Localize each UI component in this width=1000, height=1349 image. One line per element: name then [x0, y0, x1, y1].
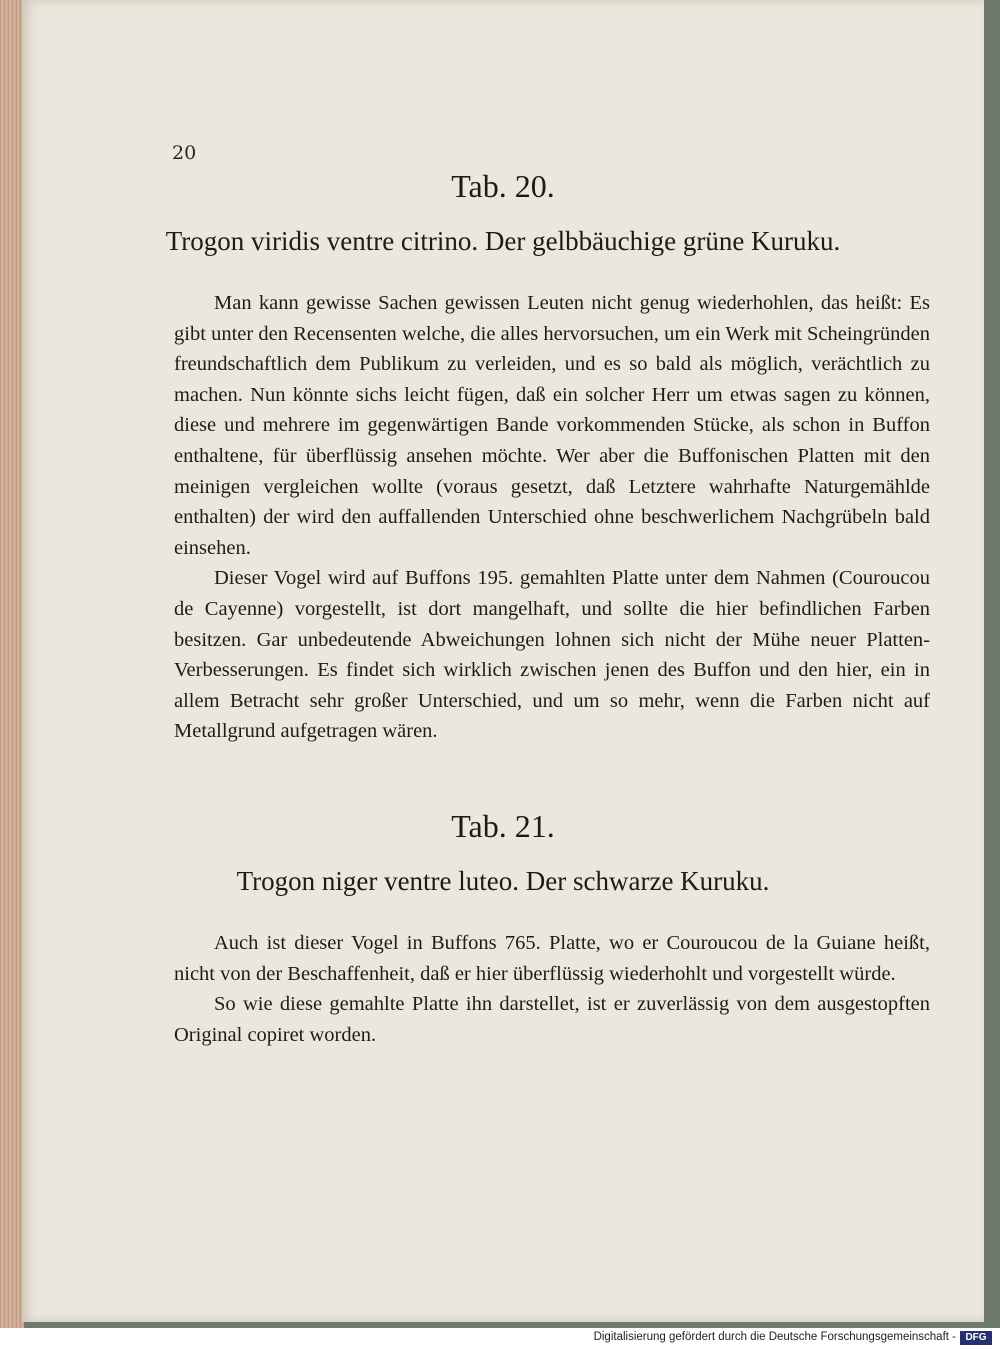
- page-number: 20: [172, 142, 197, 164]
- paragraph: Dieser Vogel wird auf Buffons 195. gemahlten Platte unter dem Nahmen (Couroucou de Cayenne) vorgestellt, ist dort mangelhaft, und sollte die hier befindlichen Farben besitzen. Gar unbedeutende Abweichungen lohnen sich nicht der Mühe neuer Platten-Verbesserungen. Es findet sich wirklich zwischen jenen des Buffon und den hier, ein in allem Betracht sehr großer Unterschied, und um so mehr, wenn die Farben nicht auf Metallgrund aufgetragen wären.: [174, 567, 930, 743]
- text-block-20: [174, 288, 930, 747]
- book-page-edges: [0, 0, 24, 1328]
- paragraph: Man kann gewisse Sachen gewissen Leuten nicht genug wiederhohlen, das heißt: Es gibt unter den Recensenten welche, die alles hervorsuchen, um ein Werk mit Scheingründen freundschaftlich dem Publikum zu verleiden, und es so bald als möglich, verächtlich zu machen. Nun könnte sichs leicht fügen, daß ein solcher Herr um etwas sagen zu können, diese und mehrere im gegenwärtigen Bande vorkommenden Stücke, als schon in Buffon enthaltene, für überflüssig ansehen möchte. Wer aber die Buffonischen Platten mit den meinigen vergleichen wollte (voraus gesetzt, daß Letztere wahrhafte Naturgemählde enthalten) der wird den auffallenden Unterschied ohne beschwerlichem Nachgrübeln bald einsehen.: [174, 292, 930, 559]
- species-title-21: Trogon niger ventre luteo. Der schwarze Kuruku.: [236, 866, 770, 896]
- paragraph: So wie diese gemahlte Platte ihn darstellet, ist er zuverlässig von dem ausgestopften Original copiret worden.: [174, 993, 930, 1046]
- species-title-20: Trogon viridis ventre citrino. Der gelbbäuchige grüne Kuruku.: [165, 226, 841, 256]
- plate-heading-20: Tab. 20.: [451, 168, 555, 204]
- text-block-21: [174, 928, 930, 1050]
- paragraph: Auch ist dieser Vogel in Buffons 765. Platte, wo er Couroucou de la Guiane heißt, nicht von der Beschaffenheit, daß er hier überflüssig wiederhohlt und vorgestellt würde.: [174, 932, 930, 985]
- book-page: [22, 0, 984, 1322]
- dfg-logo-icon: DFG: [960, 1331, 992, 1345]
- funding-notice: Digitalisierung gefördert durch die Deutsche Forschungsgemeinschaft -: [593, 1331, 956, 1343]
- plate-heading-21: Tab. 21.: [451, 808, 555, 844]
